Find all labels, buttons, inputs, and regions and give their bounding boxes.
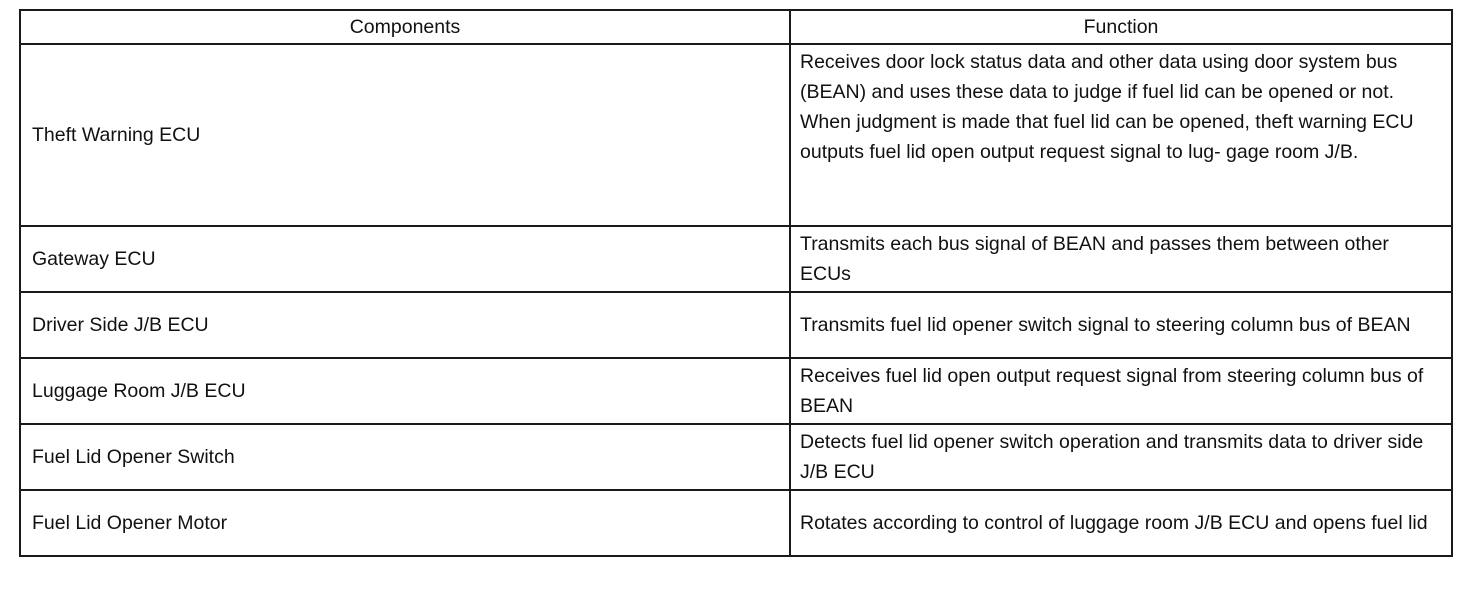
function-cell: Transmits fuel lid opener switch signal to steering column bus of BEAN — [790, 292, 1452, 358]
table-row — [20, 490, 1452, 556]
component-cell: Luggage Room J/B ECU — [20, 358, 790, 424]
table-row — [20, 292, 1452, 358]
components-function-table — [19, 9, 1453, 557]
function-cell: Receives door lock status data and other data using door system bus (BEAN) and uses these data to judge if fuel lid can be opened or not. When judgment is made that fuel lid can be opened, theft warning ECU outputs fuel lid open output request signal to lug- gage room J/B. — [790, 44, 1452, 226]
table-row — [20, 44, 1452, 226]
component-cell: Gateway ECU — [20, 226, 790, 292]
header-components: Components — [20, 10, 790, 44]
table-row — [20, 358, 1452, 424]
function-cell: Detects fuel lid opener switch operation and transmits data to driver side J/B ECU — [790, 424, 1452, 490]
table-body — [20, 44, 1452, 556]
table-row — [20, 424, 1452, 490]
function-cell: Rotates according to control of luggage room J/B ECU and opens fuel lid — [790, 490, 1452, 556]
function-cell: Transmits each bus signal of BEAN and passes them between other ECUs — [790, 226, 1452, 292]
component-cell: Theft Warning ECU — [20, 44, 790, 226]
component-cell: Driver Side J/B ECU — [20, 292, 790, 358]
header-row — [20, 10, 1452, 44]
component-cell: Fuel Lid Opener Switch — [20, 424, 790, 490]
table-header — [20, 10, 1452, 44]
table-row — [20, 226, 1452, 292]
component-cell: Fuel Lid Opener Motor — [20, 490, 790, 556]
function-cell: Receives fuel lid open output request signal from steering column bus of BEAN — [790, 358, 1452, 424]
header-function: Function — [790, 10, 1452, 44]
